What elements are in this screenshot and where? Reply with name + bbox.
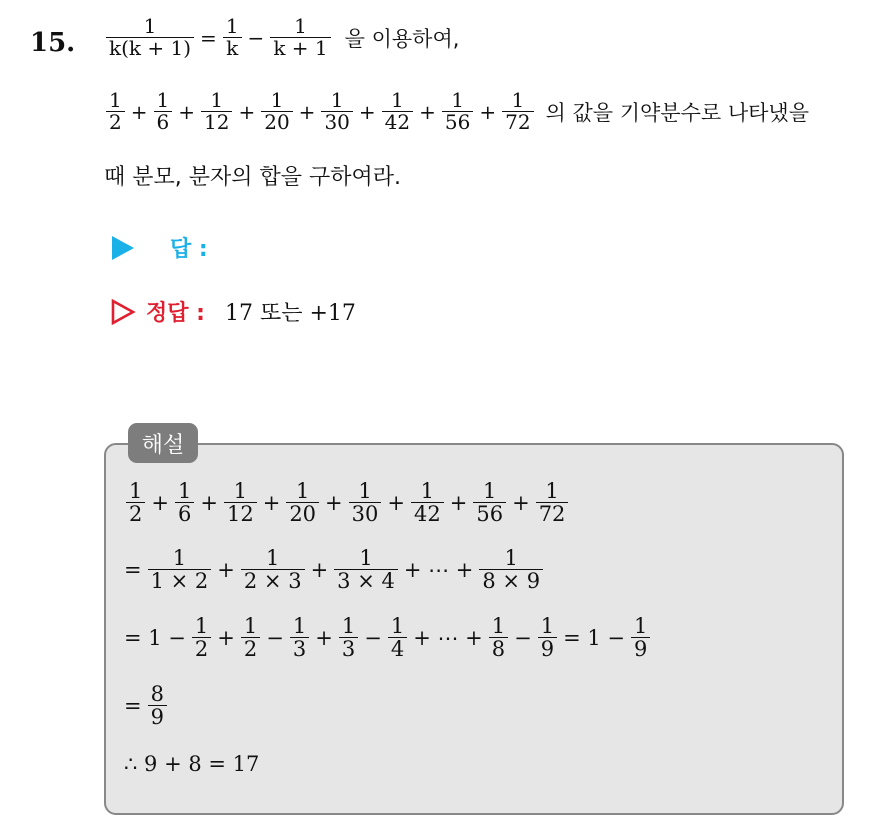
fraction-term	[148, 547, 212, 592]
numerator: 1	[451, 88, 464, 112]
solution-line-3	[124, 615, 652, 660]
numerator: 1	[156, 88, 170, 112]
numerator: 1	[233, 479, 248, 503]
numerator: 1	[266, 546, 280, 570]
numerator: 1	[292, 614, 307, 638]
denominator: 12	[201, 111, 232, 133]
solution-conclusion: ∴ 9 + 8 = 17	[124, 752, 260, 776]
ellipsis-sum: + ⋯ +	[403, 557, 474, 582]
fraction-result	[148, 683, 167, 728]
correct-answer-row	[110, 296, 356, 327]
denominator: 56	[442, 111, 473, 133]
denominator: 9	[538, 637, 557, 660]
fraction-term	[502, 90, 533, 133]
numerator: 1	[540, 614, 555, 638]
plus-sign: +	[178, 99, 195, 124]
plus-sign: +	[419, 99, 436, 124]
fraction	[489, 615, 508, 660]
fraction-term2	[270, 16, 330, 59]
question-line2-text: 의 값을 기약분수로 나타냈을	[545, 100, 810, 125]
fraction-term	[175, 480, 194, 525]
fraction-term	[411, 480, 444, 525]
numerator: 1	[391, 88, 404, 112]
fraction-term	[154, 90, 173, 133]
fraction-term	[536, 480, 569, 525]
denominator: 1 × 2	[148, 569, 212, 592]
fraction	[290, 615, 309, 660]
denominator: 2	[106, 111, 125, 133]
numerator: 1	[545, 479, 559, 503]
fraction-term	[106, 90, 125, 133]
fraction	[538, 615, 557, 660]
numerator: 1	[243, 614, 258, 638]
fraction	[192, 615, 211, 660]
fraction	[631, 615, 650, 660]
denominator: 2	[126, 502, 145, 525]
operator: −	[514, 625, 532, 650]
numerator: 1	[390, 614, 405, 638]
question-formula-line	[104, 16, 459, 59]
numerator: 1	[483, 479, 497, 503]
solution-line-2	[124, 547, 545, 592]
answer-row	[110, 232, 208, 263]
operator: +	[315, 625, 333, 650]
correct-answer-label: 정답 :	[146, 301, 205, 326]
play-triangle-icon	[110, 235, 136, 261]
denominator: 3 × 4	[334, 569, 398, 592]
plus-sign: +	[479, 99, 497, 124]
equals-sign: =	[124, 557, 142, 582]
plus-sign: +	[449, 490, 468, 515]
fraction-term	[473, 480, 506, 525]
fraction-term	[201, 90, 232, 133]
fraction-term	[334, 547, 398, 592]
numerator: 1	[177, 479, 192, 503]
plus-sign: +	[512, 490, 530, 515]
denominator: k(k + 1)	[106, 37, 194, 59]
numerator: 1	[194, 614, 209, 638]
plus-sign: +	[358, 99, 376, 124]
denominator: 3	[290, 637, 309, 660]
question-sum-line	[104, 90, 809, 133]
fraction	[388, 615, 407, 660]
numerator: 1	[210, 88, 224, 112]
operator: +	[217, 625, 235, 650]
solution-tag: 해설	[128, 423, 198, 463]
numerator: 1	[294, 14, 307, 38]
fraction-term	[224, 480, 257, 525]
answer-label: 답 :	[170, 237, 208, 262]
denominator: 12	[224, 502, 257, 525]
numerator: 1	[491, 614, 506, 638]
equals-sign: =	[200, 25, 217, 50]
plus-sign: +	[387, 490, 405, 515]
numerator: 1	[109, 88, 122, 112]
numerator: 1	[359, 546, 373, 570]
numerator: 1	[270, 88, 284, 112]
fraction-term	[261, 90, 292, 133]
question-line3-text: 때 분모, 분자의 합을 구하여라.	[104, 165, 401, 190]
fraction-term	[442, 90, 473, 133]
fraction-term	[382, 90, 413, 133]
denominator: 30	[321, 111, 352, 133]
numerator: 1	[511, 88, 525, 112]
numerator: 1	[129, 479, 143, 503]
denominator: 72	[502, 111, 533, 133]
numerator: 1	[143, 14, 157, 38]
expr-start: = 1 −	[124, 625, 186, 650]
numerator: 1	[358, 479, 372, 503]
denominator: 6	[175, 502, 194, 525]
equals-sign: =	[124, 693, 142, 718]
denominator: 56	[473, 502, 506, 525]
ellipsis-sum: + ⋯ +	[413, 625, 483, 650]
question-line1-text: 을 이용하여,	[344, 26, 460, 51]
fraction-last	[479, 547, 543, 592]
numerator: 1	[330, 88, 344, 112]
telescoping-terms	[146, 547, 400, 592]
denominator: 20	[261, 111, 292, 133]
plus-sign: +	[325, 490, 343, 515]
fraction-term	[321, 90, 352, 133]
denominator: 20	[286, 502, 319, 525]
fraction-term	[349, 480, 382, 525]
denominator: k + 1	[270, 37, 330, 59]
denominator: 2 × 3	[241, 569, 305, 592]
outline-triangle-icon	[110, 299, 136, 325]
denominator: 42	[382, 111, 413, 133]
fraction	[241, 615, 260, 660]
plus-sign: +	[238, 99, 256, 124]
denominator: 6	[154, 111, 173, 133]
denominator: 2	[241, 637, 260, 660]
denominator: 4	[388, 637, 407, 660]
sum-expression	[104, 90, 536, 133]
question-number: 15.	[30, 28, 76, 58]
numerator: 1	[295, 479, 310, 503]
denominator: 9	[631, 637, 650, 660]
operator: −	[364, 625, 382, 650]
plus-sign: +	[298, 99, 316, 124]
denominator: 30	[349, 502, 382, 525]
denominator: 9	[148, 705, 167, 728]
numerator: 1	[420, 479, 435, 503]
solution-line-4	[124, 683, 169, 728]
denominator: 2	[192, 637, 211, 660]
plus-sign: +	[262, 490, 281, 515]
solution-line-1	[124, 480, 570, 525]
numerator: 1	[504, 546, 518, 570]
correct-answer-value: 17 또는 +17	[224, 301, 356, 326]
denominator: 3	[339, 637, 358, 660]
denominator: 72	[536, 502, 569, 525]
fraction	[339, 615, 358, 660]
plus-sign: +	[200, 490, 218, 515]
fraction-term	[241, 547, 305, 592]
numerator: 1	[634, 614, 648, 638]
minus-sign: −	[247, 25, 265, 50]
plus-sign: +	[310, 557, 329, 582]
plus-sign: +	[151, 490, 169, 515]
plus-sign: +	[130, 99, 148, 124]
numerator: 1	[172, 546, 187, 570]
fraction-term	[286, 480, 319, 525]
denominator: 8	[489, 637, 508, 660]
numerator: 1	[225, 14, 239, 38]
fraction-lhs	[106, 16, 194, 59]
fraction-term	[126, 480, 145, 525]
expr-middle: = 1 −	[563, 625, 626, 650]
numerator: 8	[150, 682, 164, 706]
denominator: k	[223, 37, 242, 59]
denominator: 8 × 9	[479, 569, 543, 592]
numerator: 1	[341, 614, 356, 638]
plus-sign: +	[217, 557, 235, 582]
operator: −	[266, 625, 284, 650]
denominator: 42	[411, 502, 444, 525]
fraction-term1	[223, 16, 242, 59]
